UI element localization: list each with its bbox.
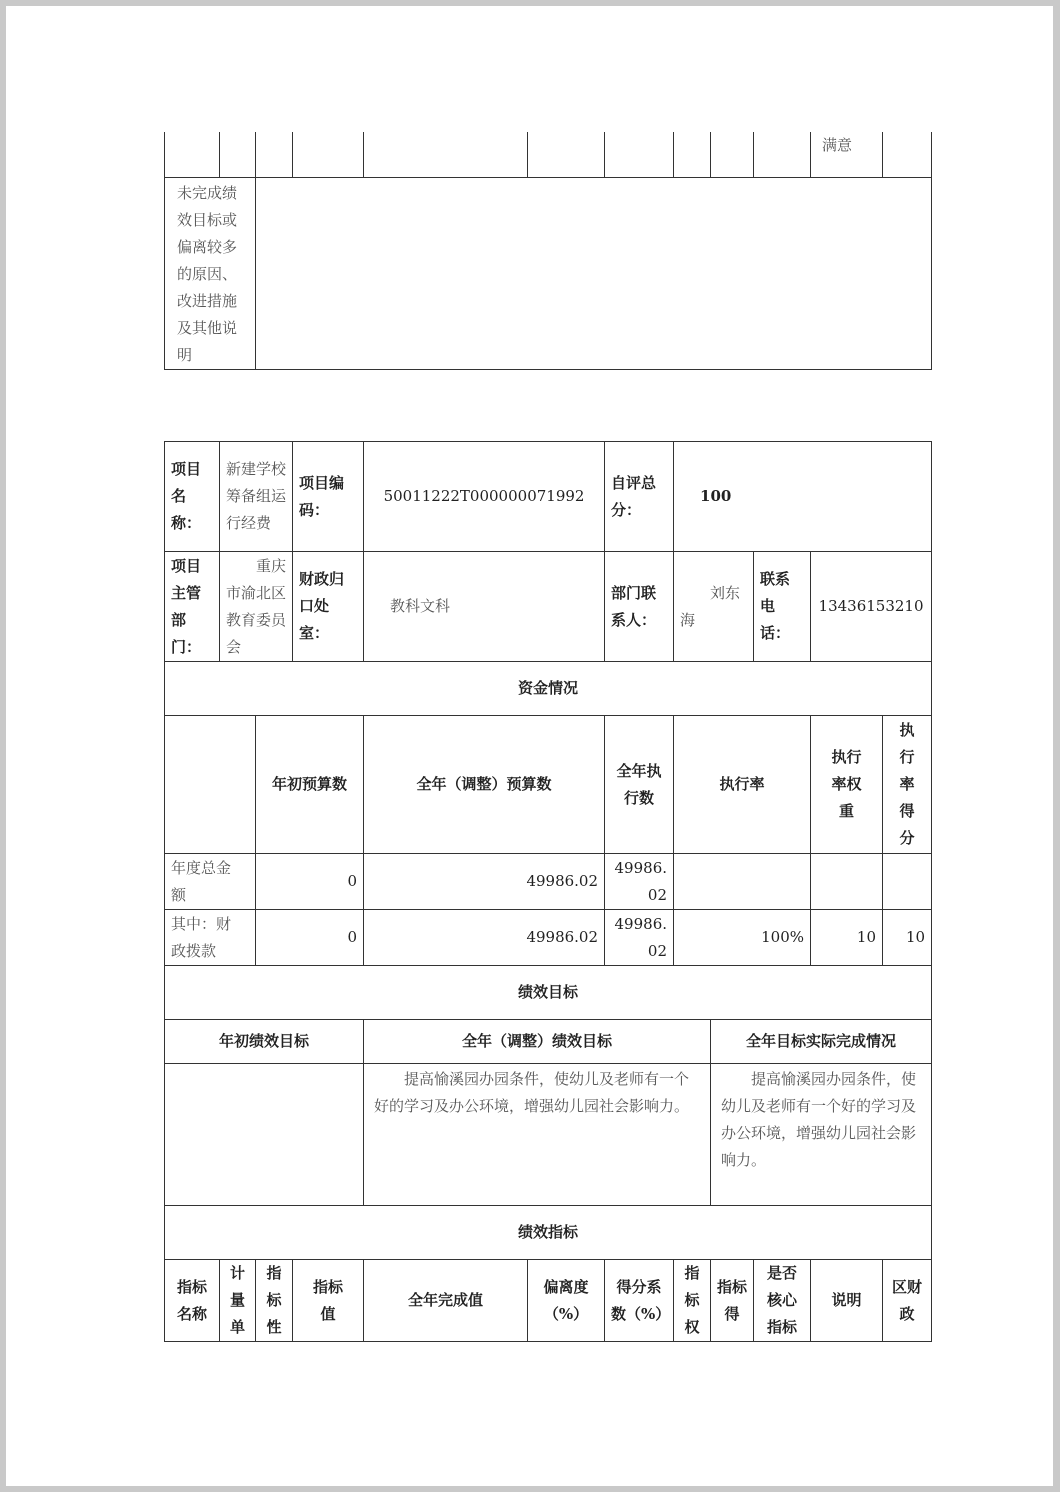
table-row (165, 854, 932, 910)
funds-cell: 0 (256, 910, 364, 966)
table-row (165, 1260, 932, 1342)
project-name-value: 新建学校筹备组运行经费 (220, 442, 293, 552)
satisfaction-cell: 满意 (811, 132, 883, 177)
indicator-header: 指标得 (711, 1260, 754, 1342)
reason-value (256, 177, 932, 369)
indicator-header: 指标权 (674, 1260, 711, 1342)
table-row (165, 132, 932, 177)
reason-label: 未完成绩效目标或偏离较多的原因、改进措施及其他说明 (165, 177, 256, 369)
funds-cell (811, 854, 883, 910)
funds-cell: 10 (883, 910, 932, 966)
phone-value: 13436153210 (811, 552, 932, 662)
project-name-label: 项目名称： (165, 442, 220, 552)
indicator-header: 区财政 (883, 1260, 932, 1342)
previous-table-continuation (164, 132, 932, 370)
project-code-label: 项目编码： (293, 442, 364, 552)
indicators-section-title: 绩效指标 (165, 1206, 932, 1260)
goals-initial-value (165, 1064, 364, 1206)
funds-header-executed: 全年执行数 (605, 716, 674, 854)
dept-value: 重庆市渝北区教育委员会 (220, 552, 293, 662)
document-page (6, 6, 1053, 1486)
goals-header-actual: 全年目标实际完成情况 (711, 1020, 932, 1064)
funds-cell (883, 854, 932, 910)
table-row (165, 662, 932, 716)
table-row (165, 966, 932, 1020)
indicator-header: 指标值 (293, 1260, 364, 1342)
funds-cell: 49986.02 (605, 910, 674, 966)
indicator-header: 说明 (811, 1260, 883, 1342)
table-row (165, 716, 932, 854)
project-self-evaluation-table (164, 441, 932, 1342)
table-row (165, 1206, 932, 1260)
indicator-header: 指标性 (256, 1260, 293, 1342)
funds-cell: 49986.02 (364, 854, 605, 910)
dept-label: 项目主管部门： (165, 552, 220, 662)
funds-cell (674, 854, 811, 910)
goals-actual-value: 提高愉溪园办园条件，使幼儿及老师有一个好的学习及办公环境，增强幼儿园社会影响力。 (711, 1064, 932, 1206)
finance-office-label: 财政归口处室： (293, 552, 364, 662)
funds-row-label: 其中：财政拨款 (165, 910, 256, 966)
indicator-header: 指标名称 (165, 1260, 220, 1342)
funds-header-score: 执行率得分 (883, 716, 932, 854)
table-row (165, 552, 932, 662)
goals-header-initial: 年初绩效目标 (165, 1020, 364, 1064)
funds-cell: 49986.02 (364, 910, 605, 966)
funds-cell: 10 (811, 910, 883, 966)
funds-row-label: 年度总金额 (165, 854, 256, 910)
funds-cell: 49986.02 (605, 854, 674, 910)
indicator-header: 全年完成值 (364, 1260, 528, 1342)
indicator-header: 偏离度（%） (528, 1260, 605, 1342)
table-row (165, 910, 932, 966)
indicator-header: 计量单 (220, 1260, 256, 1342)
table-row (165, 1064, 932, 1206)
funds-header-initial: 年初预算数 (256, 716, 364, 854)
funds-header-rate: 执行率 (674, 716, 811, 854)
funds-section-title: 资金情况 (165, 662, 932, 716)
indicator-header: 是否核心指标 (754, 1260, 811, 1342)
score-label: 自评总分： (605, 442, 674, 552)
indicator-header: 得分系数（%） (605, 1260, 674, 1342)
funds-header-adjusted: 全年（调整）预算数 (364, 716, 605, 854)
goals-header-adjusted: 全年（调整）绩效目标 (364, 1020, 711, 1064)
table-row (165, 442, 932, 552)
table-row (165, 177, 932, 369)
contact-label: 部门联系人： (605, 552, 674, 662)
funds-cell: 0 (256, 854, 364, 910)
score-value: 100 (674, 442, 932, 552)
project-code-value: 50011222T000000071992 (364, 442, 605, 552)
phone-label: 联系电话： (754, 552, 811, 662)
table-row (165, 1020, 932, 1064)
goals-adjusted-value: 提高愉溪园办园条件，使幼儿及老师有一个好的学习及办公环境，增强幼儿园社会影响力。 (364, 1064, 711, 1206)
funds-cell: 100% (674, 910, 811, 966)
goals-section-title: 绩效目标 (165, 966, 932, 1020)
finance-office-value: 教科文科 (364, 552, 605, 662)
contact-value: 刘东海 (674, 552, 754, 662)
funds-header-weight: 执行率权重 (811, 716, 883, 854)
